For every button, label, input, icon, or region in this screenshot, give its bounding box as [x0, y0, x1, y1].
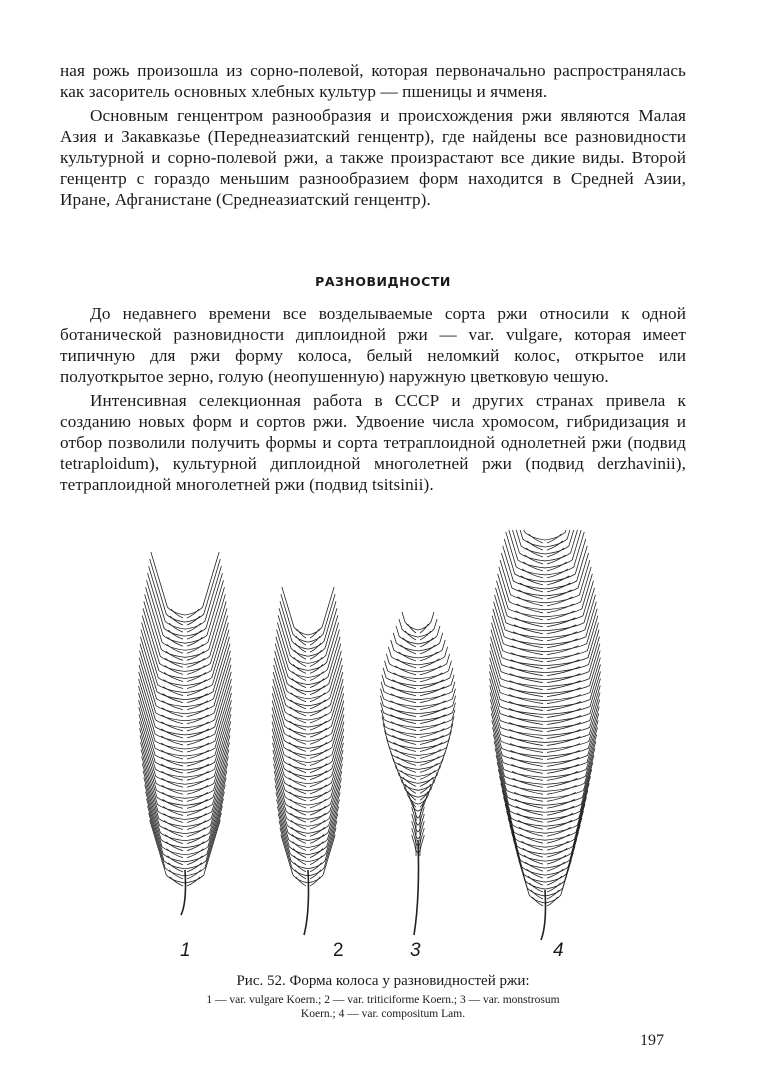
- body-text-section: [60, 303, 686, 495]
- figure-label-2: 2: [333, 940, 344, 961]
- figure-caption-title: Рис. 52. Форма колоса у разновидностей ржи:: [236, 973, 530, 989]
- paragraph: Основным генцентром разнообразия и происхождения ржи являются Малая Азия и Закавказье (Переднеазиатский генцентр), где найдены все разновидности культурной и сорно-полевой ржи, а также произрастают все дикие виды. Второй генцентр с гораздо меньшим разнообразием форм находится в Средней Азии, Иране, Афганистане (Среднеазиатский генцентр).: [60, 106, 686, 209]
- rye-spikes-illustration: [100, 530, 640, 950]
- figure-label-1: 1: [180, 940, 191, 961]
- paragraph: Интенсивная селекционная работа в СССР и других странах привела к созданию новых форм и сортов ржи. Удвоение числа хромосом, гибридизация и отбор позволили получить формы и сорта тетраплоидной однолетней ржи (подвид tetraploidum), культурной диплоидной многолетней ржи (подвид derzhavinii), тетраплоидной многолетней ржи (подвид tsitsinii).: [60, 391, 686, 494]
- figure-caption-line: 1 — var. vulgare Koern.; 2 — var. triticiforme Koern.; 3 — var. monstrosum: [206, 994, 560, 1006]
- rye-spike-3: [380, 612, 455, 935]
- rye-spike-4: [490, 530, 601, 940]
- rye-spike-2: [272, 587, 344, 935]
- section-heading: РАЗНОВИДНОСТИ: [315, 274, 451, 289]
- paragraph: До недавнего времени все возделываемые сорта ржи относили к одной ботанической разновидности диплоидной ржи — var. vulgare, которая имеет типичную для ржи форму колоса, белый неломкий колос, открытое или полуоткрытое зерно, голую (неопушенную) наружную цветковую чешую.: [60, 304, 686, 386]
- figure-caption-line: Koern.; 4 — var. compositum Lam.: [300, 1008, 466, 1020]
- paragraph: ная рожь произошла из сорно-полевой, которая первоначально распространялась как засоритель основных хлебных культур — пшеницы и ячменя.: [60, 61, 686, 101]
- rye-spike-1: [139, 552, 232, 915]
- figure-label-3: 3: [410, 940, 421, 961]
- page-number: 197: [640, 1032, 664, 1049]
- body-text-top: [60, 60, 686, 210]
- figure-label-4: 4: [553, 940, 564, 961]
